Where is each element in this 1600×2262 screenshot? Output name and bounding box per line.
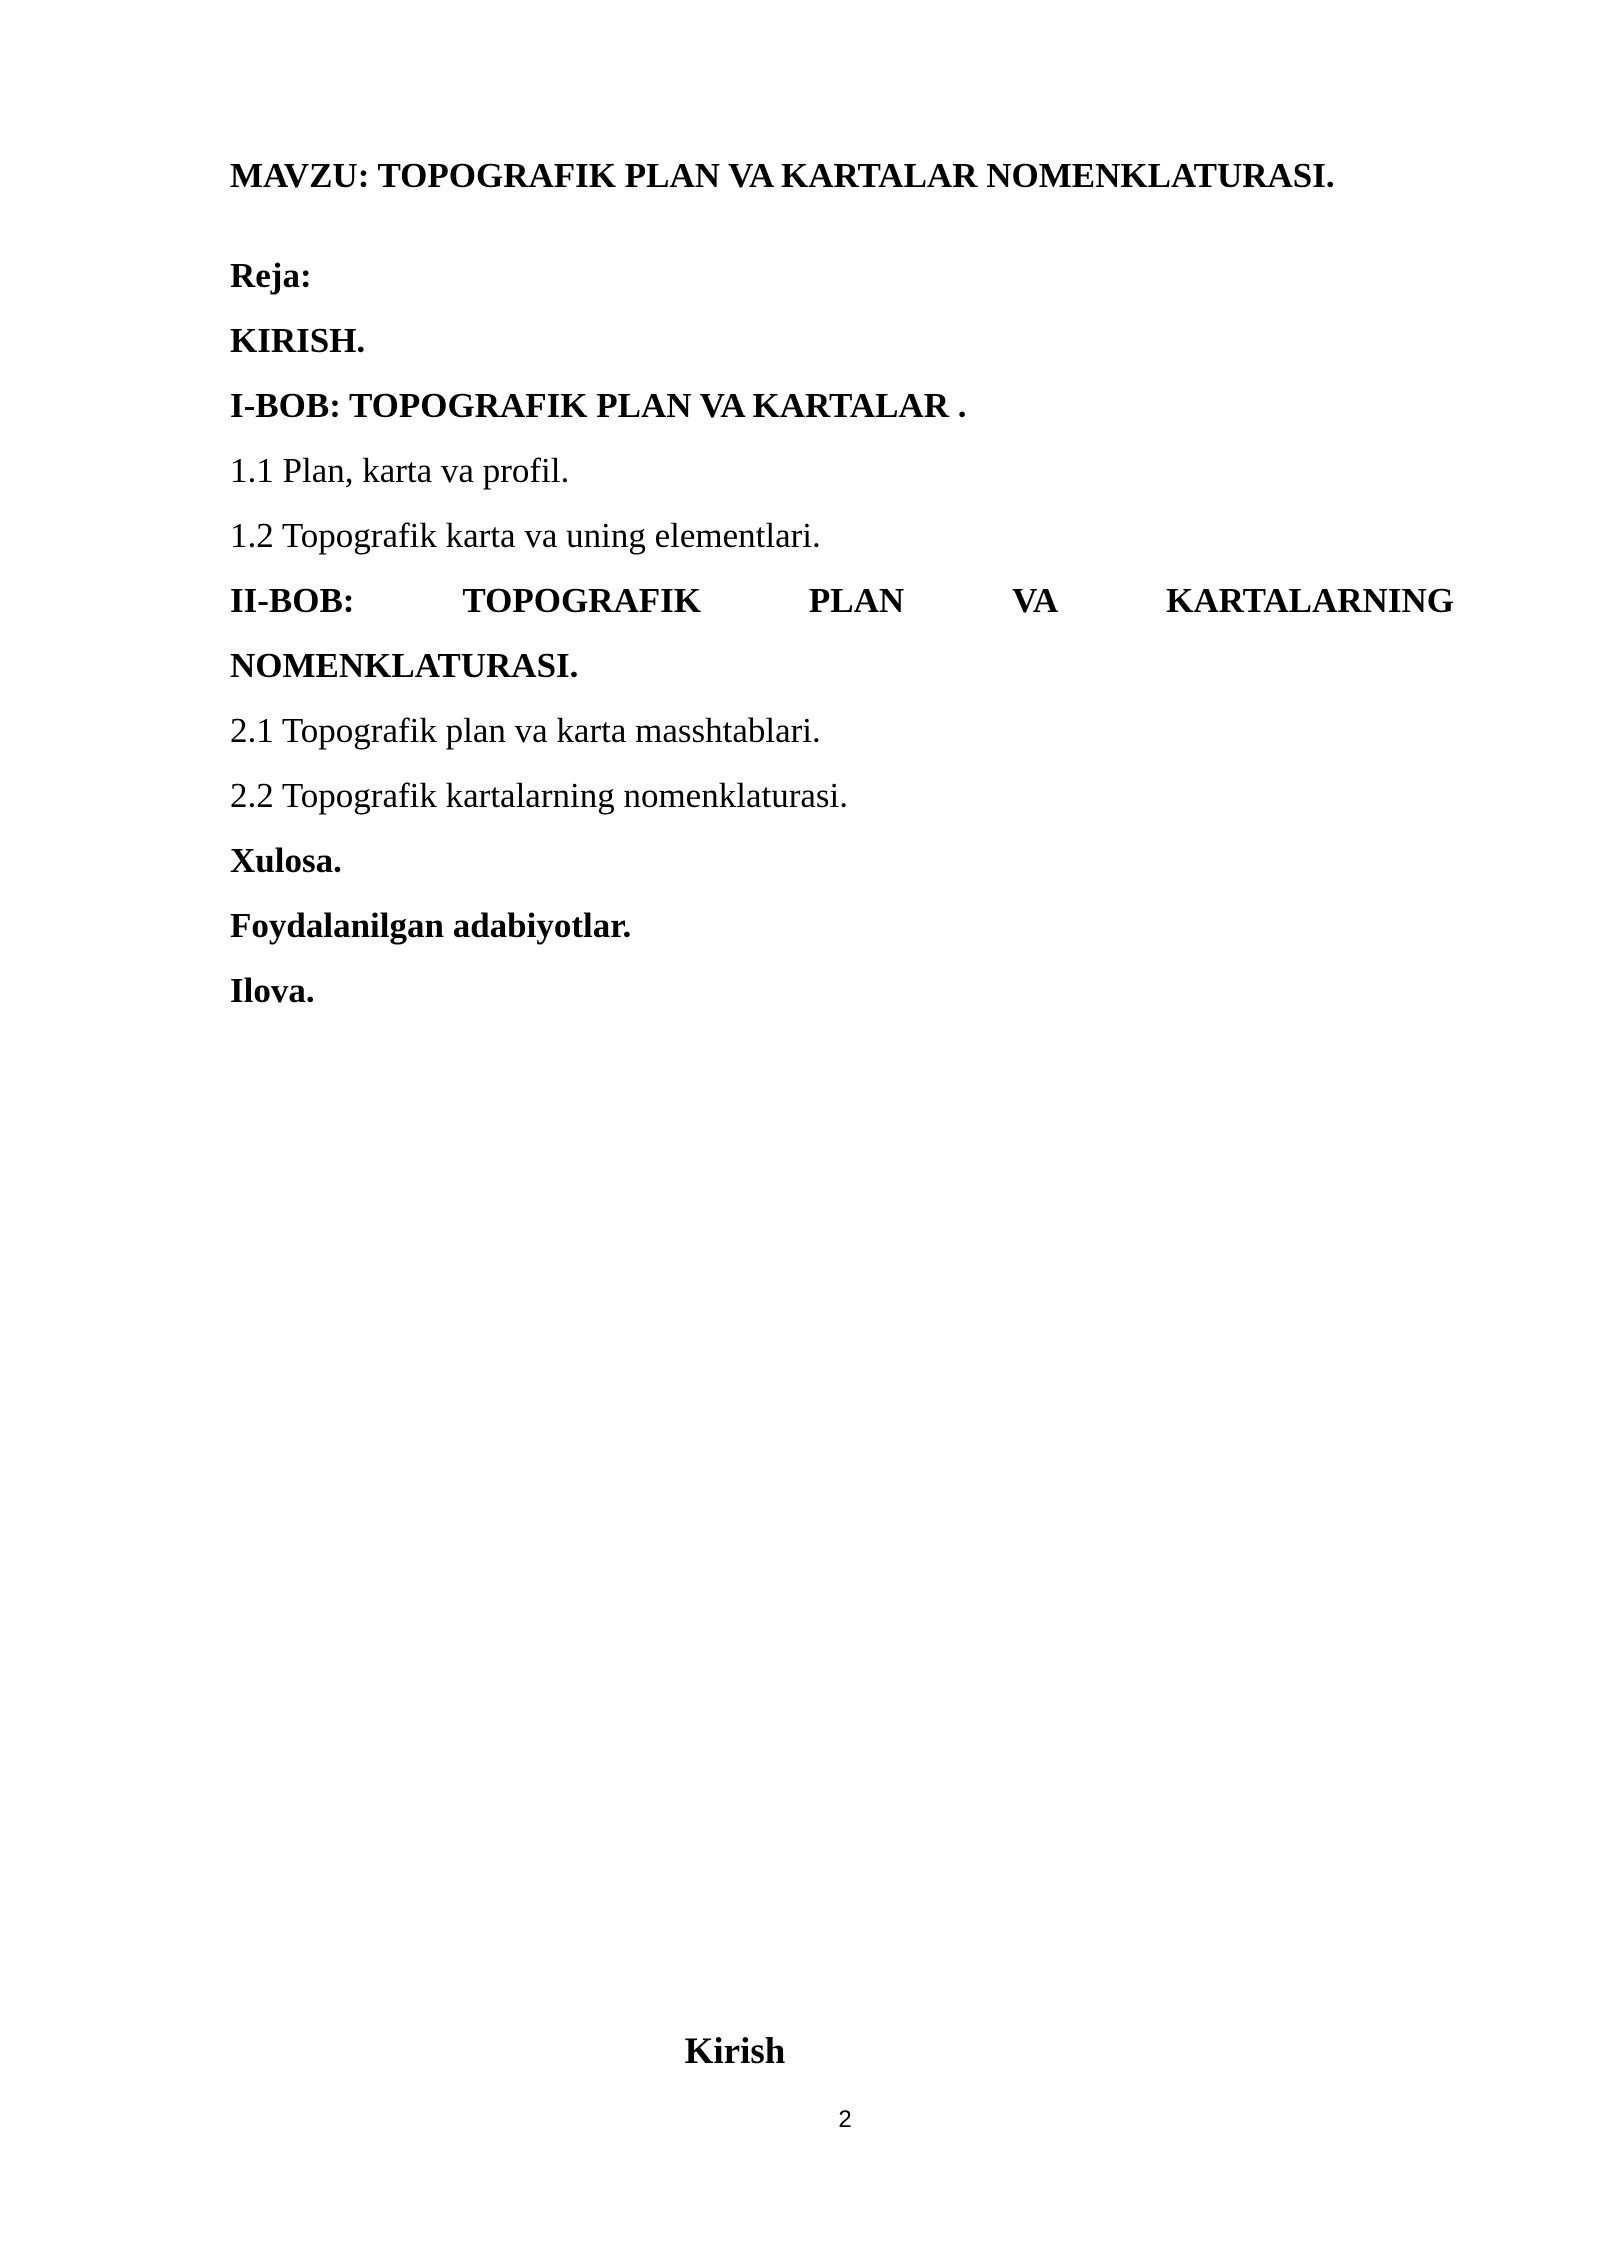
plan-label: Reja:	[230, 256, 312, 295]
toc-appendix: Ilova.	[230, 971, 315, 1010]
toc-chapter-2-word: KARTALARNING	[1166, 581, 1454, 620]
toc-conclusion: Xulosa.	[230, 841, 342, 880]
toc-intro: KIRISH.	[230, 321, 366, 360]
toc-item-1-1: 1.1 Plan, karta va profil.	[230, 451, 570, 490]
toc-chapter-2-word: VA	[1012, 581, 1059, 620]
toc-item-2-1: 2.1 Topografik plan va karta masshtablari.	[230, 711, 821, 750]
toc-references: Foydalanilgan adabiyotlar.	[230, 906, 632, 945]
toc-chapter-2-word: II-BOB:	[230, 581, 355, 620]
toc-item-1-2: 1.2 Topografik karta va uning elementlari.	[230, 516, 821, 555]
toc-chapter-2	[230, 581, 1454, 621]
document-title: MAVZU: TOPOGRAFIK PLAN VA KARTALAR NOMENKLATURASI.	[230, 156, 1335, 195]
toc-chapter-2-word: TOPOGRAFIK	[462, 581, 701, 620]
page-number: 2	[838, 2106, 852, 2133]
toc-item-2-2: 2.2 Topografik kartalarning nomenklaturasi.	[230, 776, 848, 815]
section-heading-kirish: Kirish	[684, 2031, 786, 2072]
toc-chapter-2-word: PLAN	[808, 581, 905, 620]
toc-chapter-2-continued: NOMENKLATURASI.	[230, 646, 579, 685]
toc-chapter-1: I-BOB: TOPOGRAFIK PLAN VA KARTALAR .	[230, 386, 967, 425]
